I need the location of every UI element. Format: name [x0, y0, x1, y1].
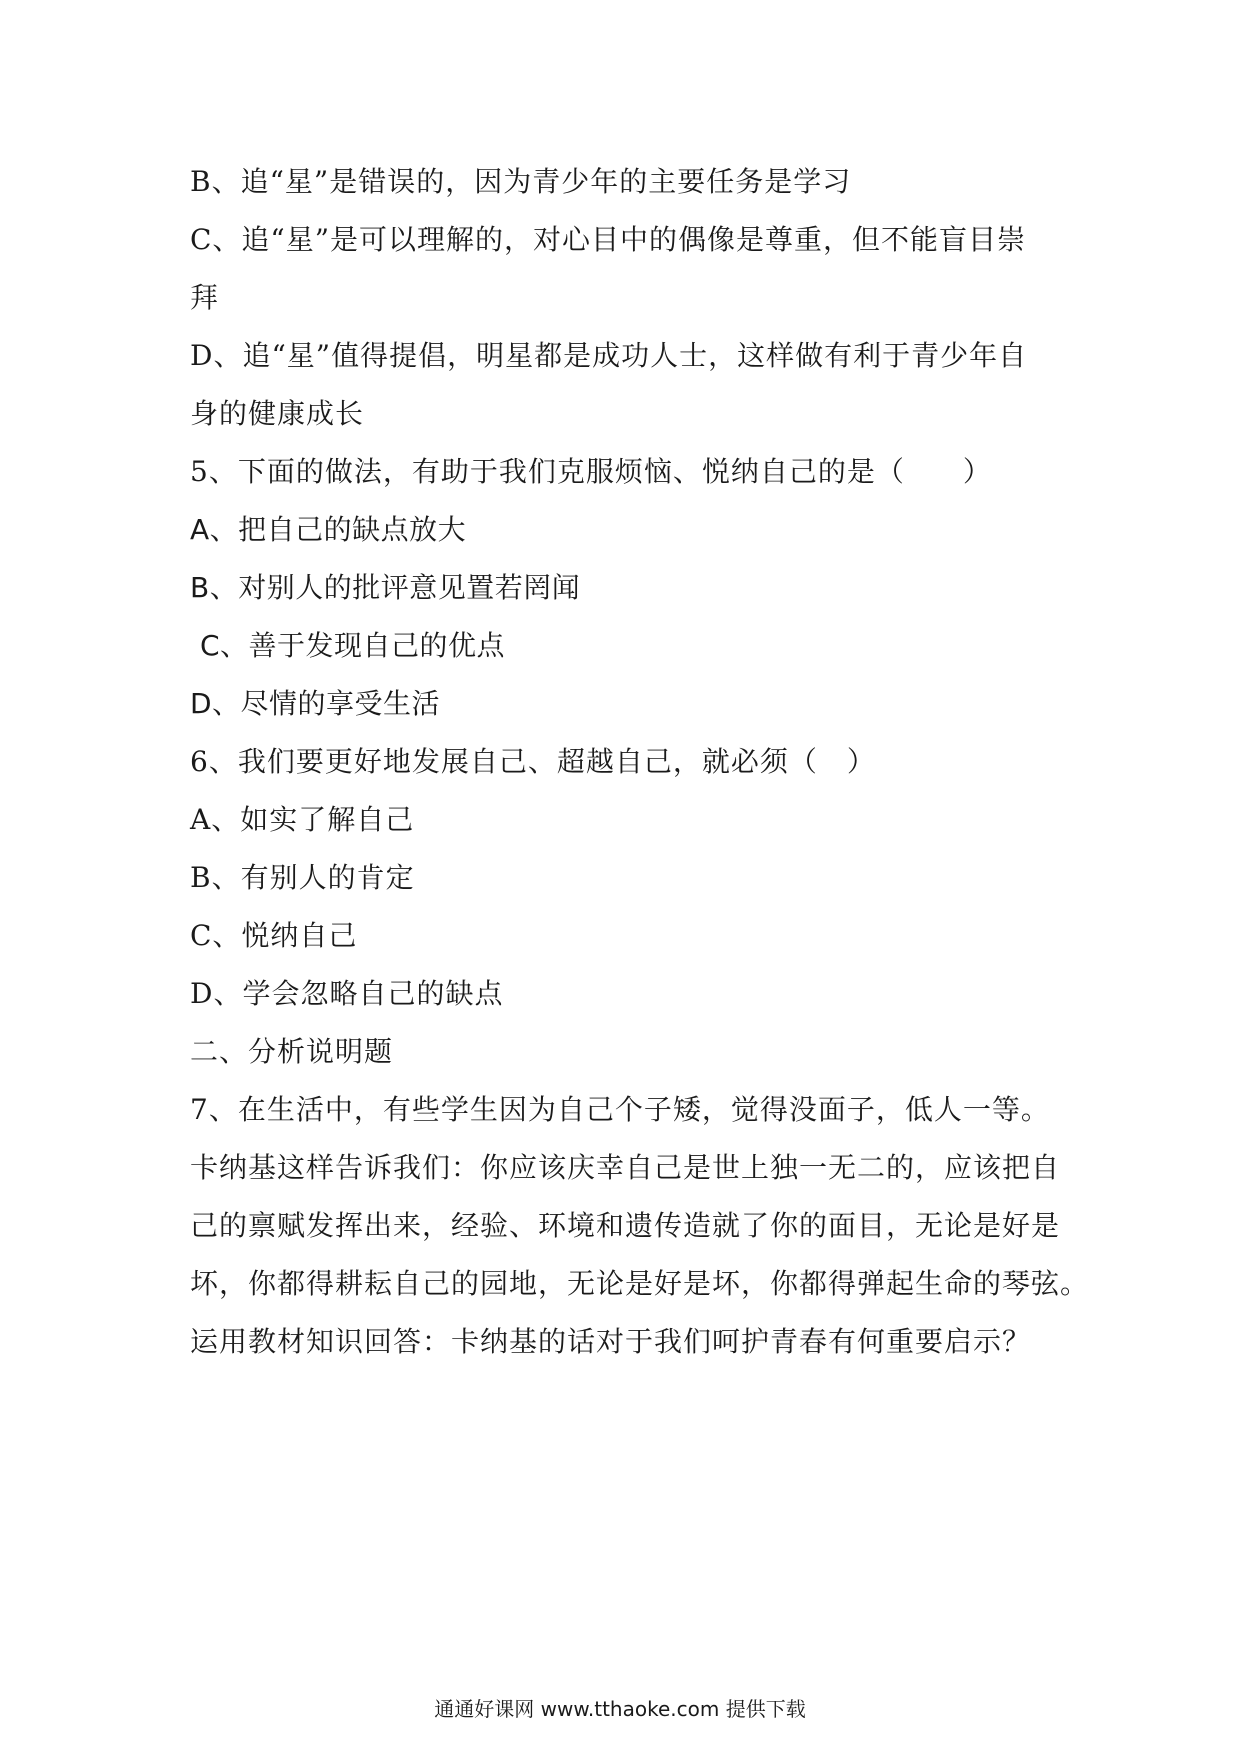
question-7-line-3: 己的禀赋发挥出来，经验、环境和遗传造就了你的面目，无论是好是	[190, 1209, 1061, 1242]
option-6a: A、如实了解自己	[190, 803, 415, 836]
option-6b: B、有别人的肯定	[190, 861, 415, 894]
section-heading: 二、分析说明题	[190, 1035, 394, 1068]
option-5c: C、善于发现自己的优点	[200, 629, 506, 662]
option-4c-continued: 拜	[190, 281, 220, 314]
option-4c: C、追“星”是可以理解的，对心目中的偶像是尊重，但不能盲目崇	[190, 223, 1027, 256]
option-4d: D、追“星”值得提倡，明星都是成功人士，这样做有利于青少年自	[190, 339, 1028, 372]
footer-credit: 通通好课网 www.tthaoke.com 提供下载	[434, 1697, 806, 1721]
option-5a: A、把自己的缺点放大	[190, 513, 467, 546]
question-5: 5、下面的做法，有助于我们克服烦恼、悦纳自己的是（ ）	[190, 455, 992, 488]
question-7-line-2: 卡纳基这样告诉我们：你应该庆幸自己是世上独一无二的，应该把自	[190, 1151, 1061, 1184]
question-7-line-5: 运用教材知识回答：卡纳基的话对于我们呵护青春有何重要启示？	[190, 1325, 1032, 1358]
option-5b: B、对别人的批评意见置若罔闻	[190, 571, 581, 604]
option-6d: D、学会忽略自己的缺点	[190, 977, 504, 1010]
question-6: 6、我们要更好地发展自己、超越自己，就必须（ ）	[190, 745, 876, 778]
question-7-line-4: 坏，你都得耕耘自己的园地，无论是好是坏，你都得弹起生命的琴弦。	[190, 1267, 1090, 1300]
option-4d-continued: 身的健康成长	[190, 397, 365, 430]
option-4b: B、追“星”是错误的，因为青少年的主要任务是学习	[190, 165, 852, 198]
option-6c: C、悦纳自己	[190, 919, 358, 952]
option-5d: D、尽情的享受生活	[190, 687, 441, 720]
question-7-line-1: 7、在生活中，有些学生因为自己个子矮，觉得没面子，低人一等。	[190, 1093, 1050, 1126]
